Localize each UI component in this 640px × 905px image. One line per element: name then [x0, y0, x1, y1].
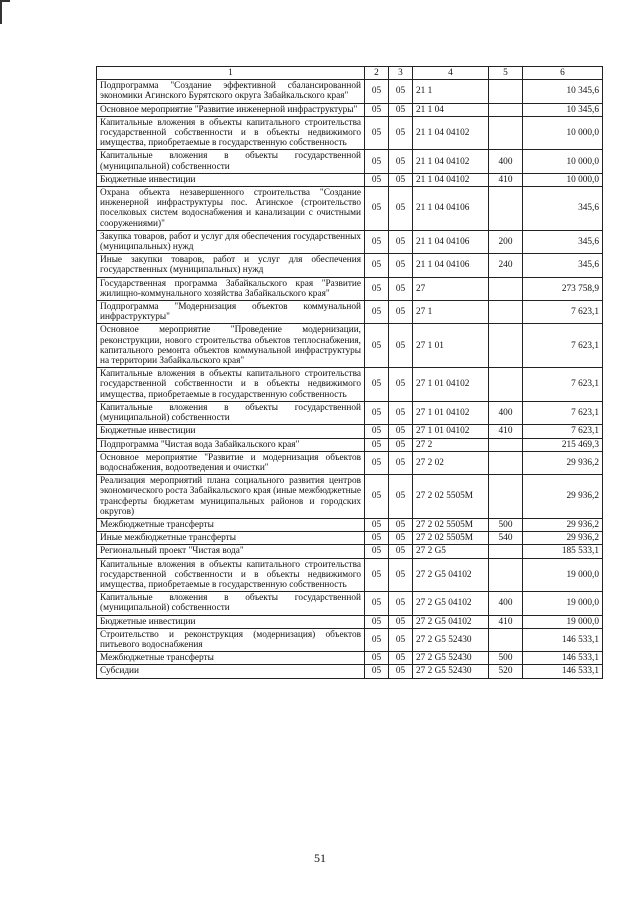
cell-amount: 146 533,1: [523, 628, 603, 651]
cell-expense-type: [489, 558, 523, 592]
cell-expense-type: 500: [489, 652, 523, 665]
table-row: [97, 401, 603, 424]
cell-section: 05: [365, 518, 389, 531]
cell-subsection: 05: [389, 150, 413, 173]
cell-target-code: 21 1 04 04102: [413, 150, 489, 173]
cell-section: 05: [365, 438, 389, 451]
cell-amount: 29 936,2: [523, 475, 603, 519]
cell-subsection: 05: [389, 277, 413, 300]
cell-target-code: 27 2 G5: [413, 545, 489, 558]
cell-expense-type: 400: [489, 592, 523, 615]
cell-expense-type: [489, 116, 523, 150]
cell-name: Бюджетные инвестиции: [97, 425, 365, 438]
table-row: [97, 518, 603, 531]
cell-section: 05: [365, 665, 389, 678]
cell-target-code: 21 1 04 04106: [413, 254, 489, 277]
cell-subsection: 05: [389, 475, 413, 519]
cell-amount: 7 623,1: [523, 324, 603, 368]
cell-name: Государственная программа Забайкальского края "Развитие жилищно-коммунального хозяйства Забайкальского края": [97, 277, 365, 300]
cell-expense-type: [489, 103, 523, 116]
cell-subsection: 05: [389, 324, 413, 368]
cell-name: Субсидии: [97, 665, 365, 678]
cell-amount: 345,6: [523, 187, 603, 231]
cell-expense-type: 400: [489, 401, 523, 424]
cell-amount: 19 000,0: [523, 558, 603, 592]
table-row: [97, 254, 603, 277]
cell-section: 05: [365, 277, 389, 300]
cell-name: Капитальные вложения в объекты капитального строительства государственной собственности и в объекты недвижимого имущества, приобретаемые в государственную собственность: [97, 368, 365, 402]
cell-expense-type: [489, 451, 523, 474]
table-row: [97, 475, 603, 519]
table-row: [97, 545, 603, 558]
cell-expense-type: [489, 438, 523, 451]
table-row: [97, 615, 603, 628]
cell-expense-type: [489, 80, 523, 103]
table-row: [97, 324, 603, 368]
cell-subsection: 05: [389, 425, 413, 438]
cell-section: 05: [365, 628, 389, 651]
cell-section: 05: [365, 368, 389, 402]
cell-subsection: 05: [389, 254, 413, 277]
cell-subsection: 05: [389, 103, 413, 116]
cell-expense-type: 540: [489, 532, 523, 545]
table-row: [97, 103, 603, 116]
cell-subsection: 05: [389, 615, 413, 628]
cell-section: 05: [365, 173, 389, 186]
table-row: [97, 230, 603, 253]
cell-subsection: 05: [389, 545, 413, 558]
cell-amount: 273 758,9: [523, 277, 603, 300]
cell-amount: 345,6: [523, 254, 603, 277]
cell-target-code: 27 2 G5 04102: [413, 592, 489, 615]
cell-section: 05: [365, 451, 389, 474]
cell-expense-type: [489, 368, 523, 402]
cell-target-code: 27 2: [413, 438, 489, 451]
cell-target-code: 21 1 04 04106: [413, 230, 489, 253]
cell-expense-type: 410: [489, 615, 523, 628]
table-row: [97, 532, 603, 545]
table-row: [97, 652, 603, 665]
cell-amount: 29 936,2: [523, 532, 603, 545]
cell-name: Иные закупки товаров, работ и услуг для обеспечения государственных (муниципальных) нужд: [97, 254, 365, 277]
cell-name: Капитальные вложения в объекты государственной (муниципальной) собственности: [97, 401, 365, 424]
cell-section: 05: [365, 652, 389, 665]
budget-table: [96, 66, 603, 679]
cell-target-code: 21 1 04 04106: [413, 187, 489, 231]
cell-expense-type: [489, 628, 523, 651]
cell-section: 05: [365, 187, 389, 231]
cell-section: 05: [365, 103, 389, 116]
cell-amount: 10 000,0: [523, 173, 603, 186]
table-row: [97, 187, 603, 231]
table-row: [97, 558, 603, 592]
cell-name: Реализация мероприятий плана социального развития центров экономического роста Забайкальского края (иные межбюджетные трансферты бюджетам муниципальных районов и городских округов): [97, 475, 365, 519]
cell-expense-type: [489, 301, 523, 324]
cell-expense-type: [489, 277, 523, 300]
cell-subsection: 05: [389, 301, 413, 324]
cell-target-code: 21 1 04 04102: [413, 173, 489, 186]
cell-name: Региональный проект "Чистая вода": [97, 545, 365, 558]
cell-target-code: 27 1: [413, 301, 489, 324]
column-header: 6: [523, 67, 603, 80]
cell-name: Подпрограмма "Чистая вода Забайкальского края": [97, 438, 365, 451]
cell-target-code: 27 2 G5 04102: [413, 615, 489, 628]
table-row: [97, 438, 603, 451]
cell-name: Строительство и реконструкция (модернизация) объектов питьевого водоснабжения: [97, 628, 365, 651]
table-row: [97, 173, 603, 186]
cell-name: Подпрограмма "Создание эффективной сбалансированной экономики Агинского Бурятского округа Забайкальского края": [97, 80, 365, 103]
cell-expense-type: 520: [489, 665, 523, 678]
cell-expense-type: [489, 475, 523, 519]
column-header: 5: [489, 67, 523, 80]
cell-target-code: 27 2 G5 52430: [413, 665, 489, 678]
cell-expense-type: 400: [489, 150, 523, 173]
cell-subsection: 05: [389, 592, 413, 615]
cell-section: 05: [365, 80, 389, 103]
table-row: [97, 116, 603, 150]
scan-edge-mark: [0, 0, 10, 24]
cell-name: Капитальные вложения в объекты капитального строительства государственной собственности и в объекты недвижимого имущества, приобретаемые в государственную собственность: [97, 116, 365, 150]
cell-subsection: 05: [389, 80, 413, 103]
cell-name: Основное мероприятие "Проведение модернизации, реконструкции, нового строительства объектов теплоснабжения, капитального ремонта объектов коммунальной инфраструктуры на территории Забайкальского края": [97, 324, 365, 368]
cell-amount: 146 533,1: [523, 665, 603, 678]
cell-amount: 7 623,1: [523, 425, 603, 438]
table-row: [97, 368, 603, 402]
cell-section: 05: [365, 532, 389, 545]
cell-expense-type: [489, 324, 523, 368]
cell-expense-type: 500: [489, 518, 523, 531]
cell-expense-type: 200: [489, 230, 523, 253]
cell-expense-type: 410: [489, 173, 523, 186]
cell-section: 05: [365, 425, 389, 438]
cell-target-code: 27 2 02: [413, 451, 489, 474]
column-header: 1: [97, 67, 365, 80]
table-row: [97, 628, 603, 651]
cell-subsection: 05: [389, 652, 413, 665]
cell-section: 05: [365, 475, 389, 519]
cell-target-code: 27 2 G5 52430: [413, 652, 489, 665]
cell-amount: 19 000,0: [523, 592, 603, 615]
cell-amount: 215 469,3: [523, 438, 603, 451]
cell-name: Бюджетные инвестиции: [97, 615, 365, 628]
cell-name: Капитальные вложения в объекты государственной (муниципальной) собственности: [97, 592, 365, 615]
table-row: [97, 80, 603, 103]
cell-section: 05: [365, 592, 389, 615]
cell-section: 05: [365, 401, 389, 424]
cell-target-code: 21 1 04 04102: [413, 116, 489, 150]
cell-section: 05: [365, 324, 389, 368]
cell-section: 05: [365, 150, 389, 173]
cell-target-code: 27: [413, 277, 489, 300]
cell-target-code: 21 1: [413, 80, 489, 103]
cell-name: Иные межбюджетные трансферты: [97, 532, 365, 545]
cell-amount: 10 000,0: [523, 116, 603, 150]
cell-target-code: 27 1 01 04102: [413, 425, 489, 438]
cell-name: Межбюджетные трансферты: [97, 652, 365, 665]
cell-section: 05: [365, 558, 389, 592]
table-row: [97, 592, 603, 615]
cell-amount: 29 936,2: [523, 518, 603, 531]
cell-amount: 7 623,1: [523, 301, 603, 324]
cell-target-code: 27 1 01 04102: [413, 368, 489, 402]
cell-target-code: 27 2 G5 52430: [413, 628, 489, 651]
cell-subsection: 05: [389, 173, 413, 186]
cell-section: 05: [365, 230, 389, 253]
cell-subsection: 05: [389, 438, 413, 451]
cell-target-code: 27 2 02 5505M: [413, 475, 489, 519]
cell-name: Капитальные вложения в объекты государственной (муниципальной) собственности: [97, 150, 365, 173]
cell-subsection: 05: [389, 628, 413, 651]
cell-subsection: 05: [389, 116, 413, 150]
cell-name: Подпрограмма "Модернизация объектов коммунальной инфраструктуры": [97, 301, 365, 324]
cell-section: 05: [365, 615, 389, 628]
cell-section: 05: [365, 116, 389, 150]
table-row: [97, 150, 603, 173]
page-number: 51: [314, 851, 326, 865]
cell-amount: 345,6: [523, 230, 603, 253]
table-row: [97, 277, 603, 300]
cell-target-code: 27 2 G5 04102: [413, 558, 489, 592]
cell-amount: 146 533,1: [523, 652, 603, 665]
column-header: 2: [365, 67, 389, 80]
cell-name: Капитальные вложения в объекты капитального строительства государственной собственности и в объекты недвижимого имущества, приобретаемые в государственную собственность: [97, 558, 365, 592]
cell-name: Межбюджетные трансферты: [97, 518, 365, 531]
cell-amount: 7 623,1: [523, 368, 603, 402]
header-row: [97, 67, 603, 80]
cell-amount: 19 000,0: [523, 615, 603, 628]
cell-target-code: 27 1 01 04102: [413, 401, 489, 424]
column-header: 3: [389, 67, 413, 80]
column-header: 4: [413, 67, 489, 80]
cell-target-code: 27 1 01: [413, 324, 489, 368]
table-row: [97, 451, 603, 474]
cell-subsection: 05: [389, 451, 413, 474]
cell-target-code: 27 2 02 5505M: [413, 532, 489, 545]
cell-subsection: 05: [389, 230, 413, 253]
cell-subsection: 05: [389, 518, 413, 531]
table-row: [97, 425, 603, 438]
cell-amount: 10 345,6: [523, 103, 603, 116]
cell-subsection: 05: [389, 187, 413, 231]
table-row: [97, 301, 603, 324]
cell-expense-type: 240: [489, 254, 523, 277]
cell-amount: 185 533,1: [523, 545, 603, 558]
cell-subsection: 05: [389, 368, 413, 402]
table-row: [97, 665, 603, 678]
cell-name: Охрана объекта незавершенного строительства "Создание инженерной инфраструктуры пос. Агинское (строительство поселковых систем водоснабжения и канализации с очистными сооружениями)": [97, 187, 365, 231]
cell-expense-type: [489, 187, 523, 231]
cell-amount: 7 623,1: [523, 401, 603, 424]
cell-amount: 10 345,6: [523, 80, 603, 103]
cell-section: 05: [365, 254, 389, 277]
cell-name: Бюджетные инвестиции: [97, 173, 365, 186]
cell-name: Закупка товаров, работ и услуг для обеспечения государственных (муниципальных) нужд: [97, 230, 365, 253]
cell-section: 05: [365, 301, 389, 324]
cell-subsection: 05: [389, 401, 413, 424]
cell-subsection: 05: [389, 532, 413, 545]
cell-target-code: 27 2 02 5505M: [413, 518, 489, 531]
cell-expense-type: 410: [489, 425, 523, 438]
cell-section: 05: [365, 545, 389, 558]
cell-amount: 29 936,2: [523, 451, 603, 474]
cell-expense-type: [489, 545, 523, 558]
cell-name: Основное мероприятие "Развитие инженерной инфраструктуры": [97, 103, 365, 116]
cell-subsection: 05: [389, 558, 413, 592]
cell-subsection: 05: [389, 665, 413, 678]
cell-name: Основное мероприятие "Развитие и модернизация объектов водоснабжения, водоотведения и очистки": [97, 451, 365, 474]
cell-amount: 10 000,0: [523, 150, 603, 173]
cell-target-code: 21 1 04: [413, 103, 489, 116]
